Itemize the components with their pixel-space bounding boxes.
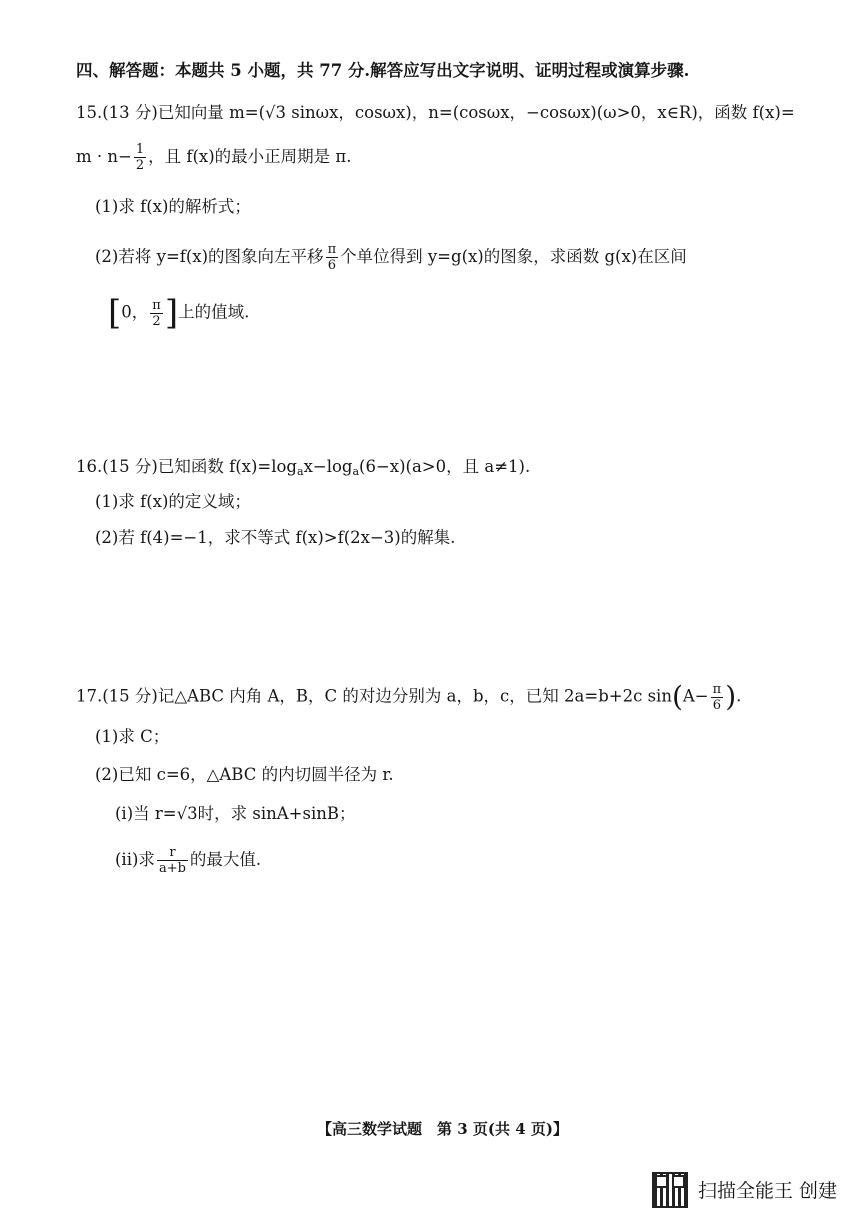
q17-sub-ii-post: 的最大值. — [189, 850, 262, 869]
right-paren: ) — [725, 680, 737, 713]
half-numerator: 1 — [135, 142, 145, 157]
q16-part1: (1)求 f(x)的定义域； — [95, 492, 251, 511]
right-bracket: ] — [164, 293, 179, 333]
log-base-1: a — [297, 465, 304, 478]
q15-line2 — [76, 142, 352, 173]
angle-fraction — [711, 682, 724, 713]
q15-interval-post: 上的值域. — [178, 302, 250, 322]
interval-zero: 0， — [121, 302, 149, 322]
ratio-numerator: r — [157, 845, 188, 861]
angle-numerator: π — [712, 681, 722, 697]
left-paren: ( — [671, 680, 683, 713]
interval-fraction — [150, 298, 163, 329]
q17-line1 — [76, 680, 741, 714]
page-footer: 【高三数学试题 第 3 页(共 4 页)】 — [317, 1120, 568, 1138]
half-fraction — [134, 142, 146, 173]
ratio-fraction — [157, 845, 188, 876]
q15-part2 — [95, 242, 687, 273]
interval-denominator: 2 — [152, 313, 161, 329]
q17-line1-pre: 17.(15 分)记△ABC 内角 A，B，C 的对边分别为 a，b，c，已知 2a=b+2c sin — [76, 686, 672, 706]
q16-line1 — [76, 456, 530, 483]
shift-fraction — [326, 242, 339, 273]
q16-line1-mid: x−log — [303, 457, 353, 476]
q16-line1-post: (6−x)(a>0，且 a≠1). — [359, 457, 531, 476]
q15-part1: (1)求 f(x)的解析式； — [95, 197, 251, 216]
q17-sub-ii-pre: (ii)求 — [115, 850, 155, 869]
log-base-2: a — [352, 465, 360, 478]
left-bracket: [ — [108, 293, 122, 333]
shift-denominator: 6 — [327, 258, 336, 273]
q15-part2-pre: (2)若将 y=f(x)的图象向左平移 — [95, 247, 324, 266]
q15-line2-post: ，且 f(x)的最小正周期是 π. — [148, 147, 352, 166]
q17-line1-post: . — [736, 686, 742, 706]
q17-sub-ii — [115, 845, 261, 876]
shift-numerator: π — [327, 242, 337, 257]
q16-part2: (2)若 f(4)=−1，求不等式 f(x)>f(2x−3)的解集. — [95, 528, 456, 547]
q17-sub-i: (i)当 r=√3时，求 sinA+sinB； — [115, 804, 356, 823]
ratio-denominator: a+b — [158, 861, 186, 876]
qr-code-icon — [652, 1172, 688, 1208]
q17-part2: (2)已知 c=6，△ABC 的内切圆半径为 r. — [95, 765, 394, 784]
q15-part2-post: 个单位得到 y=g(x)的图象，求函数 g(x)在区间 — [340, 247, 687, 266]
half-denominator: 2 — [135, 158, 145, 173]
q15-line1: 15.(13 分)已知向量 m=(√3 sinωx，cosωx)，n=(cosωx，−cosωx)(ω>0，x∈R)，函数 f(x)= — [76, 103, 795, 122]
q17-paren-content: A− — [682, 686, 709, 706]
q17-part1: (1)求 C； — [95, 727, 170, 746]
q15-interval — [108, 293, 250, 333]
angle-denominator: 6 — [712, 697, 722, 713]
q15-line2-pre: m · n− — [76, 147, 132, 166]
section-header: 四、解答题：本题共 5 小题，共 77 分.解答应写出文字说明、证明过程或演算步骤. — [76, 61, 690, 80]
interval-numerator: π — [152, 297, 161, 313]
q16-line1-pre: 16.(15 分)已知函数 f(x)=log — [76, 457, 297, 476]
scanner-watermark: 扫描全能王 创建 — [698, 1180, 838, 1202]
